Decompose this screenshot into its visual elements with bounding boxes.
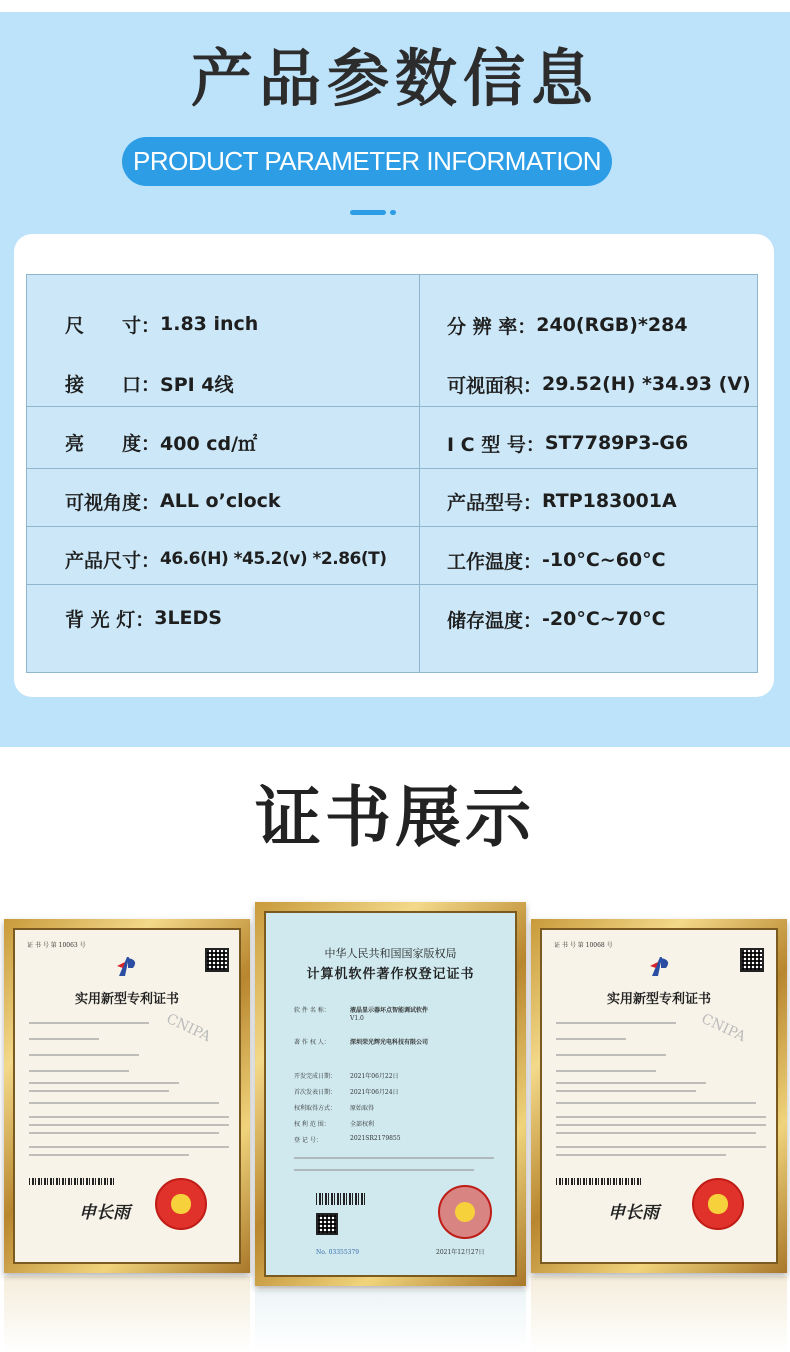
cert-text-line (29, 1070, 129, 1072)
spec-operating-temp (447, 531, 666, 589)
cert-text-line (294, 1169, 474, 1171)
spec-value: -10°C~60°C (542, 549, 666, 571)
spec-label: 可视面积： (447, 374, 543, 397)
cert-text-line (29, 1146, 229, 1148)
spec-dimensions (65, 530, 387, 588)
spec-value: 400 cd/㎡ (160, 432, 258, 455)
spec-value: 46.6(H) *45.2(v) *2.86(T) (160, 549, 387, 569)
cert-text-line (29, 1154, 189, 1156)
subtitle-pill: PRODUCT PARAMETER INFORMATION (122, 137, 612, 186)
spec-value: SPI 4线 (160, 373, 234, 396)
qr-code-icon (740, 948, 764, 972)
cert-value: 全部权利 (350, 1121, 375, 1128)
cert-serial: No. 03355379 (316, 1249, 360, 1256)
cert-text-line (556, 1082, 706, 1084)
cnipa-logo-icon (115, 954, 141, 980)
official-seal (692, 1178, 744, 1230)
spec-label: 接 口： (65, 373, 161, 396)
spec-view-area (447, 355, 751, 413)
cert-value: 2021年06月22日 (350, 1073, 399, 1080)
spec-value: ALL o’clock (160, 490, 281, 512)
official-seal (155, 1178, 207, 1230)
spec-table (26, 274, 758, 673)
cert-label: 软 件 名 称： (294, 1007, 330, 1014)
cert-text-line (556, 1124, 766, 1126)
spec-backlight (65, 589, 222, 647)
cert-heading: 计算机软件著作权登记证书 (306, 967, 475, 982)
spec-value: 3LEDS (154, 607, 222, 629)
spec-label: 尺 寸： (65, 314, 161, 337)
cert-text-line (556, 1146, 766, 1148)
cert-authority: 中华人民共和国国家版权局 (324, 947, 457, 960)
spec-label: 产品型号： (447, 491, 543, 514)
official-seal (438, 1185, 492, 1239)
cert-text-line (556, 1070, 656, 1072)
signature: 申长雨 (79, 1203, 130, 1223)
page-title: 产品参数信息 (190, 42, 599, 115)
cert-text-line (556, 1132, 756, 1134)
cert-heading: 实用新型专利证书 (74, 992, 179, 1007)
top-strip (0, 0, 790, 12)
cert-text-line (29, 1116, 229, 1118)
cert-label: 著 作 权 人： (294, 1039, 330, 1046)
cert-text-line (556, 1090, 696, 1092)
cert-text-line (556, 1022, 676, 1024)
spec-product-model (447, 472, 677, 530)
cert-value: 液晶显示器坏点智能调试软件 (350, 1007, 429, 1014)
cert-label: 开发完成日期： (294, 1073, 337, 1080)
spec-label: 储存温度： (447, 609, 543, 632)
cert-text-line (29, 1038, 99, 1040)
spec-value: 29.52(H) *34.93 (V) (542, 373, 751, 395)
cert-value: V1.0 (350, 1015, 364, 1022)
qr-code-icon (205, 948, 229, 972)
cert-text-line (556, 1038, 626, 1040)
cert-date: 2021年12月27日 (436, 1249, 485, 1256)
cert-value: 深圳荣光辉光电科技有限公司 (350, 1039, 429, 1046)
reflection (4, 1276, 250, 1352)
spec-resolution (447, 296, 688, 354)
spec-size (65, 295, 258, 353)
barcode (29, 1178, 115, 1185)
watermark: CNIPA (698, 1010, 748, 1046)
certificate-paper (264, 911, 517, 1277)
cert-text-line (556, 1054, 666, 1056)
barcode (556, 1178, 642, 1185)
cert-value: 2021年06月24日 (350, 1089, 399, 1096)
cert-label: 登 记 号： (294, 1137, 322, 1144)
spec-value: 1.83 inch (160, 313, 259, 335)
spec-value: -20°C~70°C (542, 608, 666, 630)
cert-text-line (556, 1102, 756, 1104)
spec-value: 240(RGB)*284 (536, 314, 688, 336)
spec-ic-model (447, 414, 688, 472)
reflection (531, 1276, 787, 1352)
cert-label: 权 利 范 围： (294, 1121, 330, 1128)
cnipa-logo-icon (648, 954, 674, 980)
spec-label: 工作温度： (447, 550, 543, 573)
spec-interface (65, 354, 234, 412)
certificate-paper (540, 928, 778, 1264)
spec-value: RTP183001A (542, 490, 677, 512)
spec-label: I C 型 号： (447, 433, 545, 456)
patent-certificate-right (531, 919, 787, 1273)
spec-storage-temp (447, 590, 666, 648)
spec-label: 分 辨 率： (447, 315, 537, 338)
cert-number: 证 书 号 第 10063 号 (27, 942, 86, 949)
qr-code-icon (316, 1213, 338, 1235)
reflection (255, 1290, 526, 1352)
cert-value: 2021SR2179855 (350, 1135, 401, 1142)
software-copyright-certificate (255, 902, 526, 1286)
spec-label: 亮 度： (65, 432, 161, 455)
cert-text-line (29, 1022, 149, 1024)
spec-label: 可视角度： (65, 491, 161, 514)
certificates-title: 证书展示 (255, 779, 535, 856)
barcode (316, 1193, 366, 1205)
spec-value: ST7789P3-G6 (544, 432, 689, 454)
spec-label: 背 光 灯： (65, 608, 155, 631)
cert-text-line (29, 1124, 229, 1126)
signature: 申长雨 (608, 1203, 659, 1223)
spec-viewing-angle (65, 472, 281, 530)
cert-text-line (29, 1102, 219, 1104)
cert-text-line (556, 1116, 766, 1118)
cert-label: 首次发表日期： (294, 1089, 337, 1096)
cert-text-line (29, 1054, 139, 1056)
certificate-paper (13, 928, 241, 1264)
table-divider (419, 275, 420, 672)
spec-brightness (65, 413, 257, 471)
cert-value: 原始取得 (350, 1105, 375, 1112)
cert-heading: 实用新型专利证书 (606, 992, 711, 1007)
cert-text-line (29, 1090, 169, 1092)
decor-dash (350, 210, 386, 215)
watermark: CNIPA (163, 1010, 213, 1046)
decor-dot (390, 210, 396, 215)
patent-certificate-left (4, 919, 250, 1273)
cert-text-line (556, 1154, 726, 1156)
spec-label: 产品尺寸： (65, 549, 161, 572)
cert-text-line (294, 1157, 494, 1159)
cert-text-line (29, 1132, 219, 1134)
cert-number: 证 书 号 第 10068 号 (554, 942, 613, 949)
cert-label: 权利取得方式： (294, 1105, 337, 1112)
cert-text-line (29, 1082, 179, 1084)
